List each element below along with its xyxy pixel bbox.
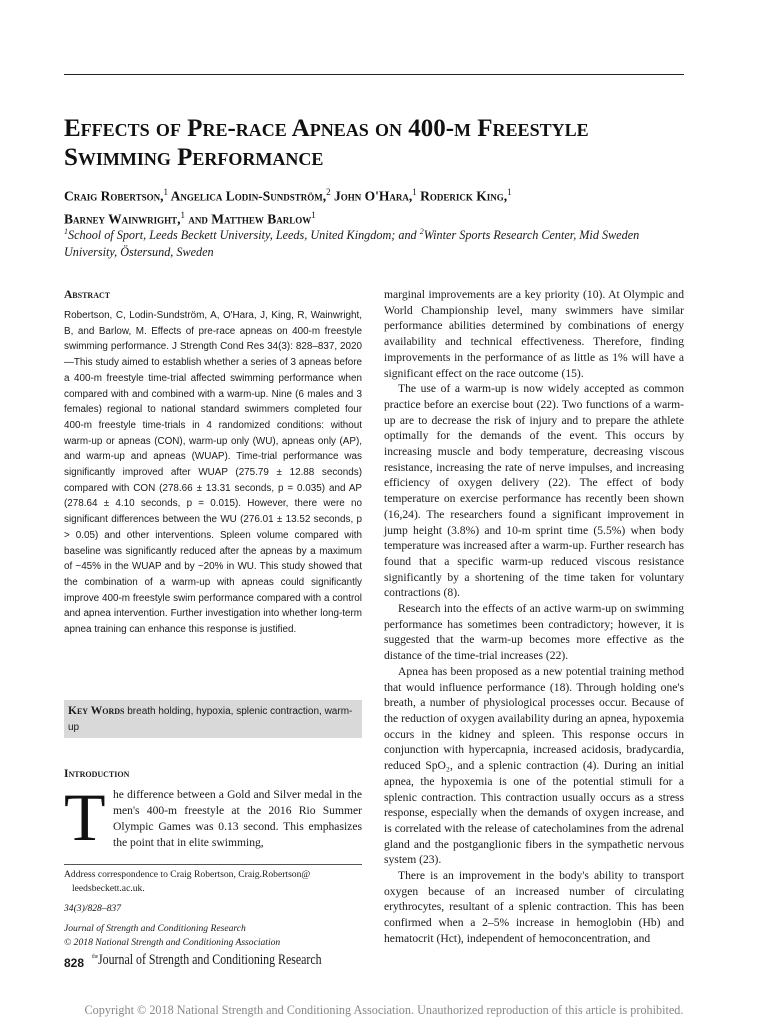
affiliation-marker: 2 xyxy=(419,227,424,236)
author-conjunction: and xyxy=(188,211,208,226)
paragraph: marginal improvements are a key priority (10). At Olympic and World Championship level, many swimmers have similar performance abilities determined by combinations of energy availability and technical effectiveness. Therefore, finding improvements in the performance of as little as 1% will have a significant effect on the race outcome (15). xyxy=(384,288,684,380)
journal-running-name: Journal of Strength and Conditioning Research xyxy=(98,952,322,968)
affiliation-marker: 1 xyxy=(412,187,417,197)
affiliation-text: University, Östersund, Sweden xyxy=(64,244,214,259)
author-name: Craig Robertson, xyxy=(64,188,164,204)
author-name: Angelica Lodin-Sundström, xyxy=(170,188,327,204)
footnote-rule xyxy=(64,864,362,865)
affiliation-marker: 1 xyxy=(311,209,316,220)
affiliation-marker: 1 xyxy=(507,187,512,197)
keywords-box xyxy=(64,700,362,738)
article-title xyxy=(64,114,704,172)
abstract-heading: Abstract xyxy=(64,289,111,301)
author-name: Matthew Barlow xyxy=(211,211,312,226)
affiliation-text: School of Sport, Leeds Beckett University, Leeds, United Kingdom; and xyxy=(68,228,417,243)
author-name: Barney Wainwright, xyxy=(64,211,181,226)
paragraph: The use of a warm-up is now widely accepted as common practice before an exercise bout (22). Two functions of a warm-up are to decrease the risk of injury and to prepare the athlete optimally for the demands of the event. This occurs by increasing muscle and body temperature, decreasing viscous resistance, increasing the rate of nerve impulses, and increasing efficiency of oxygen delivery (22). The effect of body temperature on exercise performance has recently been shown (16,24). The researchers found a significant improvement in jump height (3.8%) and 10-m sprint time (5.5%) when body temperature was increased after a warm-up. Further research has found that a specific warm-up reduced viscous resistance significantly by a shortening of the time taken for voluntary contractions (8). xyxy=(384,382,684,600)
title-line-1: Effects of Pre-race Apneas on 400-m Freestyle xyxy=(64,115,589,142)
introduction-body: he difference between a Gold and Silver medal in the men's 400-m freestyle at the 2016 Rio Summer Olympic Games was 0.13 second. This emphasizes the point that in elite swimming, xyxy=(113,788,362,849)
correspondence-line: Address correspondence to Craig Robertson, Craig.Robertson@ xyxy=(64,869,311,880)
affiliation-marker: 1 xyxy=(163,187,168,197)
drop-cap: T xyxy=(64,779,106,855)
footnote xyxy=(64,868,362,950)
author-name: Roderick King, xyxy=(420,188,508,204)
journal-the: the xyxy=(92,954,99,961)
correspondence-email: leedsbeckett.ac.uk. xyxy=(72,883,145,894)
author-name: John O'Hara, xyxy=(334,188,413,204)
right-column xyxy=(384,287,684,947)
author-list xyxy=(64,183,704,228)
citation-volume: 34(3)/828–837 xyxy=(64,903,122,914)
affiliation-text: Winter Sports Research Center, Mid Sweden xyxy=(423,228,640,243)
journal-copyright: © 2018 National Strength and Conditioning Association xyxy=(64,937,281,948)
affiliations xyxy=(64,224,684,260)
keywords-content xyxy=(68,704,358,735)
header-rule xyxy=(64,74,684,75)
affiliation-marker: 2 xyxy=(326,187,331,197)
paragraph: Research into the effects of an active warm-up on swimming performance has sometimes been contradictory; however, it is suggested that the warm-up becomes more effective as the distance of the time-trial increases (22). xyxy=(384,602,684,663)
affiliation-marker: 1 xyxy=(180,209,186,220)
abstract-body: Robertson, C, Lodin-Sundström, A, O'Hara, J, King, R, Wainwright, B, and Barlow, M. Effects of pre-race apneas on 400-m freestyle swimming performance. J Strength Cond Res 34(3): 828–837, 2020—This study aimed to establish whether a series of 3 apneas before a 400-m freestyle time-trial affected swimming performance when compared with and combined with a warm-up. Nine (6 males and 3 females) regional to national standard swimmers completed four 400-m freestyle time-trials in 4 randomized conditions: without warm-up or apneas (CON), warm-up only (WU), apneas only (AP), and warm-up and apneas (WUAP). Time-trial performance was significantly improved after WUAP (275.79 ± 12.88 seconds) compared with CON (278.66 ± 13.31 seconds, p = 0.035) and AP (278.64 ± 4.10 seconds, p = 0.015). However, there were no significant differences between the WU (276.01 ± 13.52 seconds, p > 0.05) and other interventions. Spleen volume compared with baseline was significantly reduced after the apneas by a maximum of ~45% in the WUAP and by ~20% in WU. This study showed that the combination of a warm-up with apneas could significantly improve 400-m freestyle swim performance compared with a control and apnea intervention. Further investigation into whether long-term apnea training can enhance this response is justified. xyxy=(64,310,362,636)
copyright-banner: Copyright © 2018 National Strength and Conditioning Association. Unauthorized reproduction of this article is prohibited. xyxy=(84,1003,684,1017)
page-number: 828 xyxy=(64,956,85,970)
paragraph: Apnea has been proposed as a new potential training method that would influence performance (18). Through holding one's breath, a number of physiological processes occur. Because of the reduction of oxygen availability during an apnea, hypoxemia occurs in the kidney and spleen. This response occurs in conjunction with hypercapnia, increased acidosis, bradycardia, reduced SpO₂, and a splenic contraction (4). During an initial apnea, the hypoxemia is one of the potential stimuli for a splenic contraction. This contraction usually occurs as a stress response, especially when the demands of oxygen increase, and is correlated with the release of catecholamines from the adrenal gland and the postganglionic fibers in the sympathetic nervous system (23). xyxy=(384,664,684,867)
keywords-list: breath holding, hypoxia, splenic contraction, warm-up xyxy=(68,706,353,733)
journal-title: Journal of Strength and Conditioning Research xyxy=(64,923,246,934)
journal-running-footer xyxy=(92,952,322,969)
title-line-2: Swimming Performance xyxy=(64,144,324,171)
paragraph: There is an improvement in the body's ability to transport oxygen because of an increased number of circulating erythrocytes, resultant of a splenic contraction. This has been confirmed when a 2–5% increase in hemoglobin (Hb) and hematocrit (Hct), independent of hemoconcentration, and xyxy=(384,869,684,945)
introduction-heading: Introduction xyxy=(64,768,130,780)
keywords-heading: Key Words xyxy=(68,705,125,717)
affiliation-marker: 1 xyxy=(64,227,68,236)
